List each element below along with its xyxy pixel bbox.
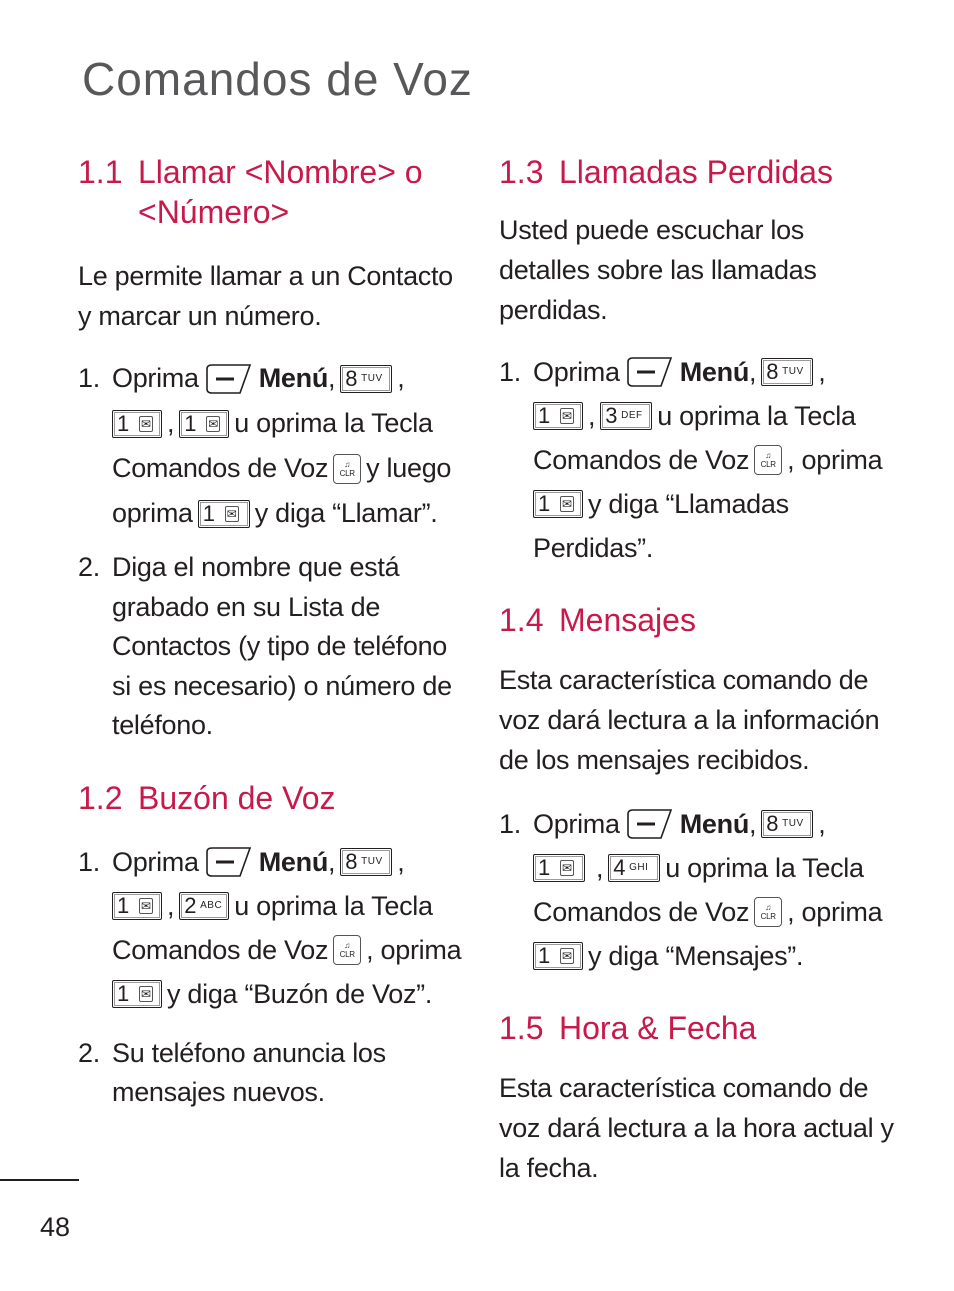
key-digit: 4 <box>613 855 626 880</box>
comma: , <box>397 363 405 393</box>
clr-label: CLR <box>339 949 355 959</box>
page-title: Comandos de Voz <box>82 53 473 105</box>
footer-rule <box>0 1179 79 1181</box>
step-number: 1. <box>499 809 521 839</box>
section-intro: Esta característica comando de voz dará lectura a la información de los mensajes recibidos. <box>499 665 880 775</box>
step-text: y diga “Buzón de Voz”. <box>167 978 433 1009</box>
right-column <box>499 150 899 1188</box>
step-text: u oprima la Tecla <box>234 890 433 921</box>
voicemail-icon: ✉ <box>560 948 574 964</box>
key-1-icon <box>198 500 250 528</box>
key-digit: 8 <box>345 848 358 874</box>
left-soft-key-icon <box>625 356 675 388</box>
mic-icon: ♫ <box>765 903 771 912</box>
step-line <box>533 438 899 482</box>
key-1-icon <box>112 410 162 438</box>
key-8-icon <box>340 848 392 876</box>
step-text: , oprima <box>787 445 883 475</box>
key-3-icon <box>600 402 652 430</box>
step-number: 1. <box>499 357 521 387</box>
voicemail-icon: ✉ <box>560 860 574 876</box>
step-text: Diga el nombre que está grabado en su Lista de Contactos (y tipo de teléfono si es necesario) o número de teléfono. <box>112 552 452 740</box>
step-text: Su teléfono anuncia los mensajes nuevos. <box>112 1037 386 1107</box>
menu-label: Menú <box>258 363 329 393</box>
key-digit: 1 <box>538 403 550 428</box>
voicemail-icon: ✉ <box>139 898 153 914</box>
key-digit: 1 <box>184 410 197 436</box>
voicemail-icon: ✉ <box>225 506 239 522</box>
key-digit: 1 <box>538 943 550 968</box>
step-line <box>112 928 470 972</box>
comma: , <box>167 408 175 438</box>
key-digit: 1 <box>202 500 215 526</box>
clr-label: CLR <box>760 460 776 469</box>
section-intro: Esta característica comando de voz dará lectura a la hora actual y la fecha. <box>499 1073 894 1183</box>
step-2 <box>78 548 470 746</box>
page-number: 48 <box>40 1212 71 1242</box>
key-letters: TUV <box>361 372 383 384</box>
section-number: 1.3 <box>499 154 544 190</box>
comma: , <box>328 846 336 877</box>
voicemail-icon: ✉ <box>560 496 574 512</box>
step-text: Comandos de Voz <box>533 897 750 927</box>
step-line <box>112 840 470 884</box>
key-8-icon <box>761 810 813 838</box>
step-text: , oprima <box>366 934 462 965</box>
step-line <box>533 526 899 570</box>
step-1 <box>499 802 899 978</box>
step-line <box>533 934 899 978</box>
section-number: 1.1 <box>78 154 123 190</box>
step-text: Perdidas”. <box>533 533 654 563</box>
step-text: oprima <box>112 498 193 528</box>
key-digit: 8 <box>345 365 358 391</box>
menu-label: Menú <box>258 846 329 877</box>
step-text: Comandos de Voz <box>533 445 750 475</box>
comma: , <box>328 363 336 393</box>
key-letters: TUV <box>361 855 383 867</box>
key-digit: 1 <box>538 491 550 516</box>
key-letters: TUV <box>782 818 804 829</box>
step-text: y luego <box>366 453 452 483</box>
section-title-line: Mensajes <box>559 602 696 638</box>
step-text: y diga “Llamadas <box>588 489 789 519</box>
key-1-icon <box>533 942 583 970</box>
key-letters: ABC <box>200 899 223 911</box>
section-title-line: Llamadas Perdidas <box>559 154 833 190</box>
step-line <box>533 350 899 394</box>
clear-voice-key-icon <box>333 454 361 484</box>
clear-voice-key-icon <box>333 935 361 965</box>
step-line <box>533 890 899 934</box>
step-2 <box>78 1034 470 1113</box>
section-number: 1.5 <box>499 1010 544 1046</box>
step-number: 2. <box>78 1037 100 1068</box>
key-digit: 2 <box>184 892 197 918</box>
key-1-icon <box>533 490 583 518</box>
step-text: Oprima <box>533 357 620 387</box>
step-line <box>112 446 470 491</box>
step-line <box>112 401 470 446</box>
key-letters: DEF <box>621 410 643 421</box>
step-line <box>112 884 470 928</box>
step-text: y diga “Mensajes”. <box>588 941 804 971</box>
section-title-line: Llamar <Nombre> o <box>138 154 423 190</box>
comma: , <box>588 401 596 431</box>
step-text: Comandos de Voz <box>112 934 329 965</box>
comma: , <box>749 809 757 839</box>
key-digit: 1 <box>117 892 129 918</box>
mic-icon: ♫ <box>765 451 771 460</box>
key-8-icon <box>340 365 392 393</box>
comma: , <box>596 853 604 883</box>
step-text: u oprima la Tecla <box>665 853 864 883</box>
voicemail-icon: ✉ <box>206 416 220 432</box>
step-text: , oprima <box>787 897 883 927</box>
step-text: Oprima <box>533 809 620 839</box>
section-number: 1.2 <box>78 779 123 816</box>
step-line <box>112 491 470 536</box>
step-line <box>533 846 899 890</box>
key-digit: 1 <box>117 980 129 1006</box>
step-number: 2. <box>78 552 100 582</box>
section-title-line: <Número> <box>138 194 290 230</box>
key-4-icon <box>608 854 660 882</box>
section-title-hora-fecha <box>499 1008 899 1048</box>
menu-label: Menú <box>679 357 750 387</box>
key-1-icon <box>533 402 583 430</box>
key-digit: 1 <box>117 410 129 436</box>
clr-label: CLR <box>760 912 776 921</box>
section-title-llamar <box>78 152 470 232</box>
section-intro: Le permite llamar a un Contacto y marcar un número. <box>78 261 453 331</box>
step-text: u oprima la Tecla <box>234 408 433 438</box>
step-text: y diga “Llamar”. <box>254 498 438 528</box>
key-1-icon <box>112 980 162 1008</box>
step-line <box>533 394 899 438</box>
mic-icon: ♫ <box>344 459 350 469</box>
step-text: Comandos de Voz <box>112 453 329 483</box>
clr-label: CLR <box>339 468 355 478</box>
comma: , <box>818 357 826 387</box>
section-number: 1.4 <box>499 602 544 638</box>
key-letters: GHI <box>629 862 649 873</box>
step-text: Oprima <box>112 363 199 393</box>
key-digit: 3 <box>605 403 618 428</box>
left-soft-key-icon <box>625 808 675 840</box>
section-title-mensajes <box>499 600 899 640</box>
step-1 <box>78 840 470 1016</box>
key-8-icon <box>761 358 813 386</box>
voicemail-icon: ✉ <box>139 986 153 1002</box>
section-intro: Usted puede escuchar los detalles sobre las llamadas perdidas. <box>499 215 817 325</box>
section-title-line: Hora & Fecha <box>559 1010 757 1046</box>
key-digit: 8 <box>766 359 779 384</box>
voicemail-icon: ✉ <box>560 408 574 424</box>
key-letters: TUV <box>782 366 804 377</box>
left-soft-key-icon <box>204 363 254 395</box>
left-soft-key-icon <box>204 846 254 878</box>
voicemail-icon: ✉ <box>139 416 153 432</box>
section-title-line: Buzón de Voz <box>138 779 336 816</box>
comma: , <box>397 846 405 877</box>
step-text: Oprima <box>112 846 199 877</box>
menu-label: Menú <box>679 809 750 839</box>
step-line <box>112 356 470 401</box>
comma: , <box>749 357 757 387</box>
step-number: 1. <box>78 846 100 877</box>
comma: , <box>167 890 175 921</box>
left-column <box>78 150 470 1113</box>
section-title-buzon <box>78 778 470 818</box>
key-1-icon <box>533 854 585 882</box>
key-digit: 8 <box>766 811 779 836</box>
clear-voice-key-icon <box>754 897 782 927</box>
key-1-icon <box>179 410 229 438</box>
step-line <box>112 972 470 1016</box>
comma: , <box>818 809 826 839</box>
step-line <box>533 802 899 846</box>
mic-icon: ♫ <box>344 940 350 950</box>
key-1-icon <box>112 892 162 920</box>
clear-voice-key-icon <box>754 445 782 475</box>
step-number: 1. <box>78 363 100 393</box>
key-2-icon <box>179 892 229 920</box>
step-line <box>533 482 899 526</box>
key-digit: 1 <box>538 855 550 880</box>
step-text: u oprima la Tecla <box>657 401 856 431</box>
section-title-llamadas-perdidas <box>499 152 899 192</box>
step-1 <box>78 356 470 536</box>
step-1 <box>499 350 899 570</box>
